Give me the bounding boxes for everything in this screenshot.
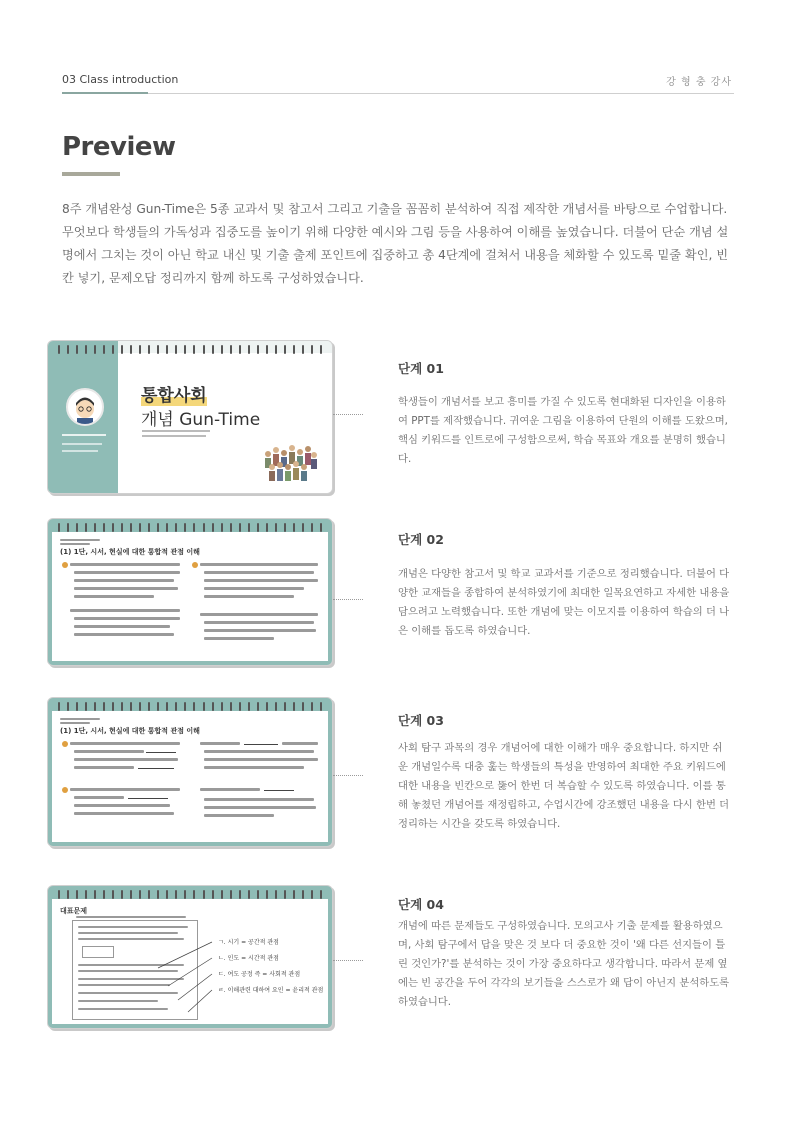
author-label: 강 형 충 강사 (666, 77, 732, 88)
connector-dots (333, 960, 363, 961)
blank-line (264, 790, 294, 791)
answer-label: ㄹ. 이해관련 대하여 요인 = 윤리적 관점 (218, 987, 324, 994)
title-underline (62, 172, 120, 176)
cover-subject: 통합사회 (141, 386, 207, 406)
doc-heading: (1) 1단, 시서, 현실에 대한 통합적 관점 이해 (60, 548, 200, 556)
header-divider (62, 93, 734, 94)
blank-line (244, 744, 278, 745)
step2-thumbnail (47, 518, 333, 666)
emoji-icon (62, 741, 68, 747)
binder-rings (58, 345, 322, 355)
step3-thumbnail (47, 697, 333, 847)
section-label: 03 Class introduction (62, 73, 179, 86)
step2-text: 개념은 다양한 참고서 및 학교 교과서를 기준으로 정리했습니다. 더불어 다양한 교재들을 종합하여 분석하였기에 최대한 일목요연하고 자세한 내용을 담으려고 노력했습니다. 또한 개념에 맞는 이모지를 이용하여 학습의 더 나은 이해를 돕도록 하였습니다. (398, 568, 730, 637)
step1-thumbnail (47, 340, 333, 494)
step4-title: 단계 04 (398, 897, 444, 912)
binder-rings (58, 702, 322, 712)
step3-title: 단계 03 (398, 713, 444, 728)
step1-title: 단계 01 (398, 361, 444, 376)
binder-rings (58, 523, 322, 533)
step1-text: 학생들이 개념서를 보고 흥미를 가질 수 있도록 현대화된 디자인을 이용하여 PPT를 제작했습니다. 귀여운 그림을 이용하여 단원의 이해를 도왔으며, 핵심 키워드를 인트로에 구성함으로써, 학습 목표와 개요를 분명히 했습니다. (398, 396, 728, 465)
intro-paragraph: 8주 개념완성 Gun-Time은 5종 교과서 및 참고서 그리고 기출을 꼼꼼히 분석하여 직접 제작한 개념서를 바탕으로 수업합니다. 무엇보다 학생들의 가독성과 집중도를 높이기 위해 다양한 예시와 그림 등을 사용하여 이해를 높였습니다. 더불어 단순 개념 설명에서 그치는 것이 아닌 학교 내신 및 기출 출제 포인트에 집중하고 총 4단계에 걸쳐서 내용을 체화할 수 있도록 밑줄 확인, 빈칸 넣기, 문제오답 정리까지 함께 하도록 구성하였습니다. (62, 202, 729, 285)
connector-dots (333, 775, 363, 776)
cover-course: 개념 Gun-Time (141, 410, 261, 430)
blank-line (138, 768, 174, 769)
connector-dots (333, 599, 363, 600)
answer-label: ㄱ. 시기 = 공간적 관점 (218, 939, 279, 946)
blank-line (146, 752, 176, 753)
emoji-icon (192, 562, 198, 568)
answer-label: ㄴ. 인도 = 시간적 관점 (218, 955, 279, 962)
emoji-icon (62, 787, 68, 793)
blank-line (128, 798, 168, 799)
emoji-icon (62, 562, 68, 568)
doc-heading: 대표문제 (60, 907, 88, 915)
answer-label: ㄷ. 여도 공정 즉 = 사회적 관점 (218, 971, 301, 978)
step2-title: 단계 02 (398, 532, 444, 547)
step3-text: 사회 탐구 과목의 경우 개념어에 대한 이해가 매우 중요합니다. 하지만 쉬운 개념일수록 대충 훑는 학생들의 특성을 반영하여 최대한 주요 키워드에 대한 내용을 빈칸으로 뚫어 한번 더 복습할 수 있도록 하였습니다. 이를 통해 놓쳤던 개념어를 재정립하고, 수업시간에 강조했던 내용을 다시 한번 더 정리하는 시간을 갖도록 하였습니다. (398, 742, 730, 830)
page-title: Preview (62, 132, 176, 162)
teacher-avatar-icon (66, 388, 104, 426)
binder-rings (58, 890, 322, 900)
connector-dots (333, 414, 363, 415)
connector-lines (148, 926, 228, 1016)
crowd-illustration-icon (260, 434, 320, 484)
header-accent (62, 92, 148, 94)
step4-thumbnail (47, 885, 333, 1029)
step4-text: 개념에 따른 문제들도 구성하였습니다. 모의고사 기출 문제를 활용하였으며, 사회 탐구에서 답을 맞은 것 보다 더 중요한 것이 '왜 다른 선지들이 틀린 것인가?'를 분석하는 것이 가장 중요하다고 생각합니다. 따라서 문제 옆에는 빈 공간을 두어 각각의 보기들을 스스로가 왜 답이 아닌지 분석하도록 하였습니다. (398, 920, 730, 1008)
doc-heading: (1) 1단, 시서, 현실에 대한 통합적 관점 이해 (60, 727, 200, 735)
